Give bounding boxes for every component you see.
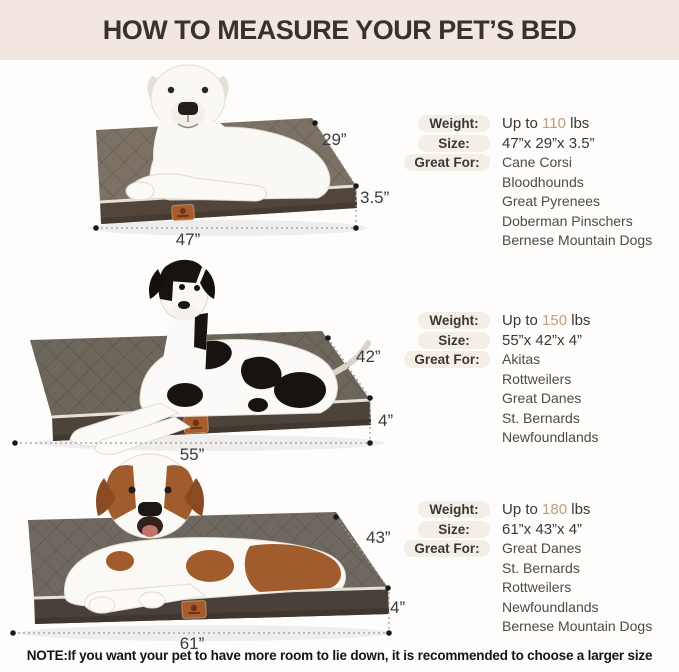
size-value: 55”x 42”x 4” [502, 331, 583, 349]
great-for-row [404, 153, 676, 172]
bed-figure-medium [0, 255, 400, 464]
weight-row [404, 311, 676, 330]
spec-panel-medium [404, 311, 676, 447]
size-label-pill: Size: [418, 332, 490, 349]
breed-item: Bernese Mountain Dogs [502, 232, 653, 249]
size-label-pill: Size: [418, 135, 490, 152]
dimension-label-width: 55” [179, 445, 205, 464]
breed-item: Newfoundlands [502, 598, 599, 615]
dimension-label-height: 4” [378, 411, 394, 430]
dimension-label-width: 61” [179, 634, 205, 653]
weight-value: Up to 150 lbs [502, 312, 591, 330]
size-value: 61”x 43”x 4” [502, 520, 583, 538]
breed-item: St. Bernards [502, 409, 580, 426]
weight-label-pill: Weight: [418, 501, 490, 518]
breed-item: St. Bernards [502, 559, 580, 576]
spec-panel-large [404, 500, 676, 636]
breed-item: Bernese Mountain Dogs [502, 618, 653, 635]
weight-value: Up to 180 lbs [502, 501, 591, 519]
weight-label-pill: Weight: [418, 115, 490, 132]
dimension-label-depth: 43” [366, 528, 391, 547]
bed-figure-small [0, 60, 400, 255]
great-for-label-pill: Great For: [404, 154, 490, 171]
bed-illustration-small [0, 60, 400, 255]
breed-item: Doberman Pinschers [502, 212, 633, 229]
great-for-label-pill: Great For: [404, 540, 490, 557]
size-row [404, 330, 676, 349]
weight-value: Up to 110 lbs [502, 115, 590, 133]
size-row [404, 519, 676, 538]
breed-item: Cane Corsi [502, 154, 573, 171]
dimension-label-depth: 29” [322, 130, 347, 149]
weight-label-pill: Weight: [418, 312, 490, 329]
dimension-label-depth: 42” [356, 347, 381, 366]
breed-item: Newfoundlands [502, 429, 599, 446]
dimension-label-width: 47” [175, 230, 201, 249]
title-band [0, 0, 679, 60]
brand-tag-icon [172, 204, 195, 220]
weight-row [404, 114, 676, 133]
note-text: NOTE:If you want your pet to have more room to lie down, it is recommended to choose a larger size [26, 648, 653, 663]
breed-item: Great Danes [502, 390, 582, 407]
brand-tag-icon [182, 601, 207, 619]
breed-item: Great Danes [502, 540, 582, 557]
dimension-label-height: 4” [390, 598, 406, 617]
great-for-row [404, 539, 676, 558]
bed-illustration-medium [0, 255, 400, 460]
breed-item: Great Pyrenees [502, 193, 601, 210]
breed-item: Rottweilers [502, 370, 572, 387]
great-for-label-pill: Great For: [404, 351, 490, 368]
great-for-row [404, 350, 676, 369]
dimension-label-height: 3.5” [360, 188, 390, 207]
breed-item: Rottweilers [502, 579, 572, 596]
size-value: 47”x 29”x 3.5” [502, 134, 595, 152]
bed-illustration-large [0, 448, 400, 658]
page-title: HOW TO MEASURE YOUR PET’S BED [102, 14, 577, 45]
weight-row [404, 500, 676, 519]
brand-tag-icon [184, 415, 209, 433]
breed-item: Akitas [502, 351, 541, 368]
size-row [404, 133, 676, 152]
size-label-pill: Size: [418, 521, 490, 538]
spec-panel-small [404, 114, 676, 250]
bed-figure-large [0, 448, 406, 658]
breed-item: Bloodhounds [502, 173, 584, 190]
